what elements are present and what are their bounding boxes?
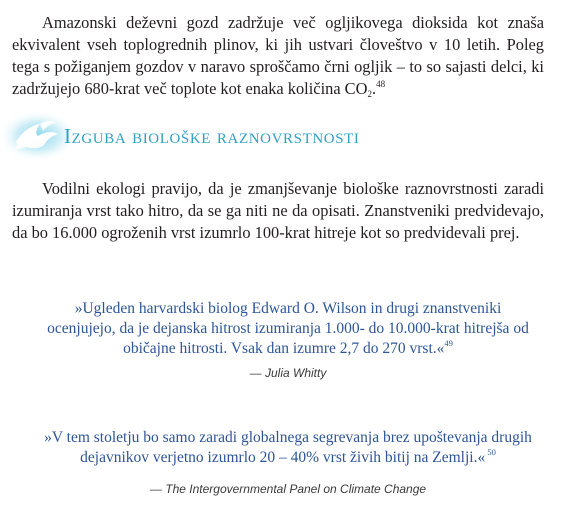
footnote-ref-50: 50 <box>485 447 496 457</box>
paragraph-biodiversity-text: Vodilni ekologi pravijo, da je zmanjševanje biološke raznovrstnosti zaradi izumiranja vrst tako hitro, da se ga niti ne da opisati. Znanstveniki predvidevajo, da bo 16.000 ogroženih vrst izumrlo 100-krat hitreje kot so predvidevali prej. <box>12 179 544 242</box>
quote-body: »Ugleden harvardski biolog Edward O. Wilson in drugi znanstveniki ocenjujejo, da je dejanska hitrost izumiranja 1.000- do 10.000-krat hitrejša od običajne hitrosti. Vsak dan izumre 2,7 do 270 vrst.« <box>47 300 529 357</box>
section-title: Izguba biološke raznovrstnosti <box>64 124 360 148</box>
paragraph-biodiversity <box>12 178 544 244</box>
footnote-ref-49: 49 <box>444 338 453 348</box>
paragraph-co2-body: Amazonski deževni gozd zadržuje več ogljikovega dioksida kot znaša ekvivalent vseh toplogrednih plinov, ki jih ustvari človeštvo v 10 letih. Poleg tega s požiganjem gozdov v naravo sproščamo črni ogljik – to so sajasti delci, ki zadržujejo 680-krat več toplote kot enaka količina CO <box>12 13 544 98</box>
quote-body: »V tem stoletju bo samo zaradi globalnega segrevanja brez upoštevanja drugih dejavnikov verjetno izumrlo 20 – 40% vrst živih bitij na Zemlji.« <box>44 429 532 466</box>
paragraph-co2 <box>12 12 544 100</box>
pull-quote-ipcc <box>40 428 536 499</box>
paragraph-co2-end: . <box>371 79 377 98</box>
paragraph-co2-text <box>12 12 544 100</box>
quote-text <box>40 299 536 359</box>
section-heading <box>0 112 576 162</box>
co2-subscript: 2 <box>367 89 372 99</box>
pull-quote-wilson <box>40 299 536 383</box>
quote-attribution: — The Intergovernmental Panel on Climate Change <box>149 482 427 496</box>
quote-text <box>40 428 536 468</box>
quote-attribution: — Julia Whitty <box>249 366 327 380</box>
footnote-ref-48: 48 <box>376 79 386 89</box>
